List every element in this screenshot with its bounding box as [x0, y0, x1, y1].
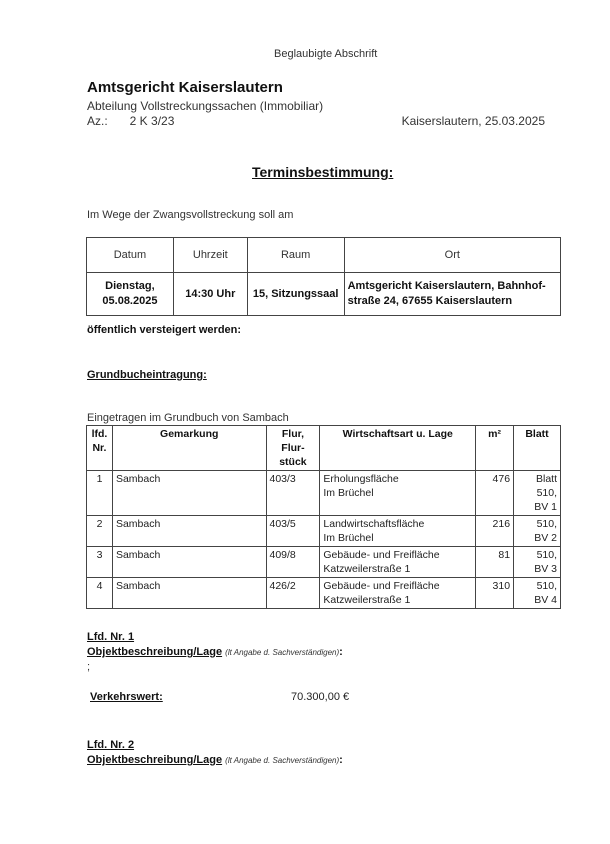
row-blatt [514, 547, 561, 578]
row-gemarkung: Sambach [112, 578, 266, 609]
appointment-location [344, 273, 560, 316]
header-uhrzeit: Uhrzeit [173, 238, 247, 273]
land-register-intro: Eingetragen im Grundbuch von Sambach [87, 412, 289, 424]
row-blatt-line2: BV 4 [534, 594, 557, 606]
az-number: 2 K 3/23 [129, 114, 175, 128]
col-lfd-nr [87, 426, 113, 471]
appointment-header-row [87, 238, 561, 273]
section2-objekt-note: (lt Angabe d. Sachverständigen) [225, 756, 340, 765]
appointment-time: 14:30 Uhr [173, 273, 247, 316]
row-nr: 2 [87, 516, 113, 547]
intro-text: Im Wege der Zwangsvollstreckung soll am [87, 209, 294, 221]
place-date: Kaiserslautern, 25.03.2025 [401, 114, 545, 128]
table-row [87, 578, 561, 609]
row-gemarkung: Sambach [112, 516, 266, 547]
row-art-line1: Gebäude- und Freifläche [323, 580, 440, 592]
section1-semicolon: ; [87, 661, 91, 673]
col-qm: m² [476, 426, 514, 471]
row-art-line1: Gebäude- und Freifläche [323, 549, 440, 561]
row-art-line2: Katzweilerstraße 1 [323, 594, 411, 606]
row-art-line2: Im Brüchel [323, 532, 374, 544]
date-weekday: Dienstag, [105, 280, 155, 292]
verkehrswert-value: 70.300,00 € [291, 691, 350, 703]
row-art-line1: Landwirtschaftsfläche [323, 518, 425, 530]
section1-objekt-note: (lt Angabe d. Sachverständigen) [225, 648, 340, 657]
section1-colon: : [339, 646, 343, 658]
section2-objekt [87, 754, 343, 766]
col-flur-line2: stück [279, 456, 307, 468]
row-flur: 426/2 [266, 578, 320, 609]
file-reference [87, 114, 174, 128]
section2-lfd-nr [87, 739, 134, 751]
row-qm: 216 [476, 516, 514, 547]
row-art-line2: Katzweilerstraße 1 [323, 563, 411, 575]
row-gemarkung: Sambach [112, 471, 266, 516]
row-art [320, 516, 476, 547]
row-art [320, 578, 476, 609]
header-datum: Datum [87, 238, 174, 273]
appointment-room: 15, Sitzungssaal [247, 273, 344, 316]
appointment-date [87, 273, 174, 316]
row-blatt-line2: BV 3 [534, 563, 557, 575]
row-qm: 310 [476, 578, 514, 609]
section1-lfd-nr [87, 631, 134, 643]
land-register-header-row [87, 426, 561, 471]
court-name: Amtsgericht Kaiserslautern [87, 79, 283, 96]
row-flur: 403/5 [266, 516, 320, 547]
row-gemarkung: Sambach [112, 547, 266, 578]
verkehrswert-label: Verkehrswert: [90, 691, 163, 703]
col-wirtschaftsart: Wirtschaftsart u. Lage [320, 426, 476, 471]
date-value: 05.08.2025 [102, 295, 158, 307]
az-label: Az.: [87, 114, 108, 128]
section2-lfd-label: Lfd. Nr. 2 [87, 739, 135, 751]
col-flur-line1: Flur, Flur- [281, 428, 305, 454]
row-blatt-line1: 510, [536, 549, 557, 561]
section1-objekt [87, 646, 343, 658]
row-flur: 403/3 [266, 471, 320, 516]
appointment-table [86, 237, 561, 316]
row-qm: 81 [476, 547, 514, 578]
row-nr: 3 [87, 547, 113, 578]
auction-statement: öffentlich versteigert werden: [87, 324, 242, 336]
row-art-line1: Erholungsfläche [323, 473, 399, 485]
section1-lfd-label: Lfd. Nr. 1 [87, 631, 135, 643]
row-blatt [514, 578, 561, 609]
row-art [320, 471, 476, 516]
row-blatt-line2: 510, [536, 487, 557, 499]
row-blatt-line3: BV 1 [534, 501, 557, 513]
col-blatt: Blatt [514, 426, 561, 471]
row-blatt-line2: BV 2 [534, 532, 557, 544]
location-line2: straße 24, 67655 Kaiserslautern [347, 295, 513, 307]
appointment-row [87, 273, 561, 316]
land-register-table [86, 425, 561, 609]
header-raum: Raum [247, 238, 344, 273]
land-register-heading: Grundbucheintragung: [87, 369, 207, 381]
row-blatt-line1: 510, [536, 518, 557, 530]
location-line1: Amtsgericht Kaiserslautern, Bahnhof- [347, 280, 546, 292]
department: Abteilung Vollstreckungssachen (Immobiliar) [87, 99, 324, 113]
row-blatt [514, 471, 561, 516]
certified-copy-note: Beglaubigte Abschrift [274, 48, 378, 60]
row-blatt-line1: Blatt [535, 473, 557, 485]
row-flur: 409/8 [266, 547, 320, 578]
table-row [87, 471, 561, 516]
section1-objekt-label: Objektbeschreibung/Lage [87, 646, 223, 658]
col-lfd-line1: lfd. [91, 428, 108, 440]
section2-objekt-label: Objektbeschreibung/Lage [87, 754, 223, 766]
row-art-line2: Im Brüchel [323, 487, 374, 499]
col-flur [266, 426, 320, 471]
col-lfd-line2: Nr. [92, 442, 107, 454]
row-blatt-line1: 510, [536, 580, 557, 592]
row-nr: 4 [87, 578, 113, 609]
row-art [320, 547, 476, 578]
header-ort: Ort [344, 238, 560, 273]
row-blatt [514, 516, 561, 547]
section2-colon: : [339, 754, 343, 766]
col-gemarkung: Gemarkung [112, 426, 266, 471]
table-row [87, 516, 561, 547]
row-nr: 1 [87, 471, 113, 516]
table-row [87, 547, 561, 578]
document-title: Terminsbestimmung: [252, 164, 394, 180]
row-qm: 476 [476, 471, 514, 516]
